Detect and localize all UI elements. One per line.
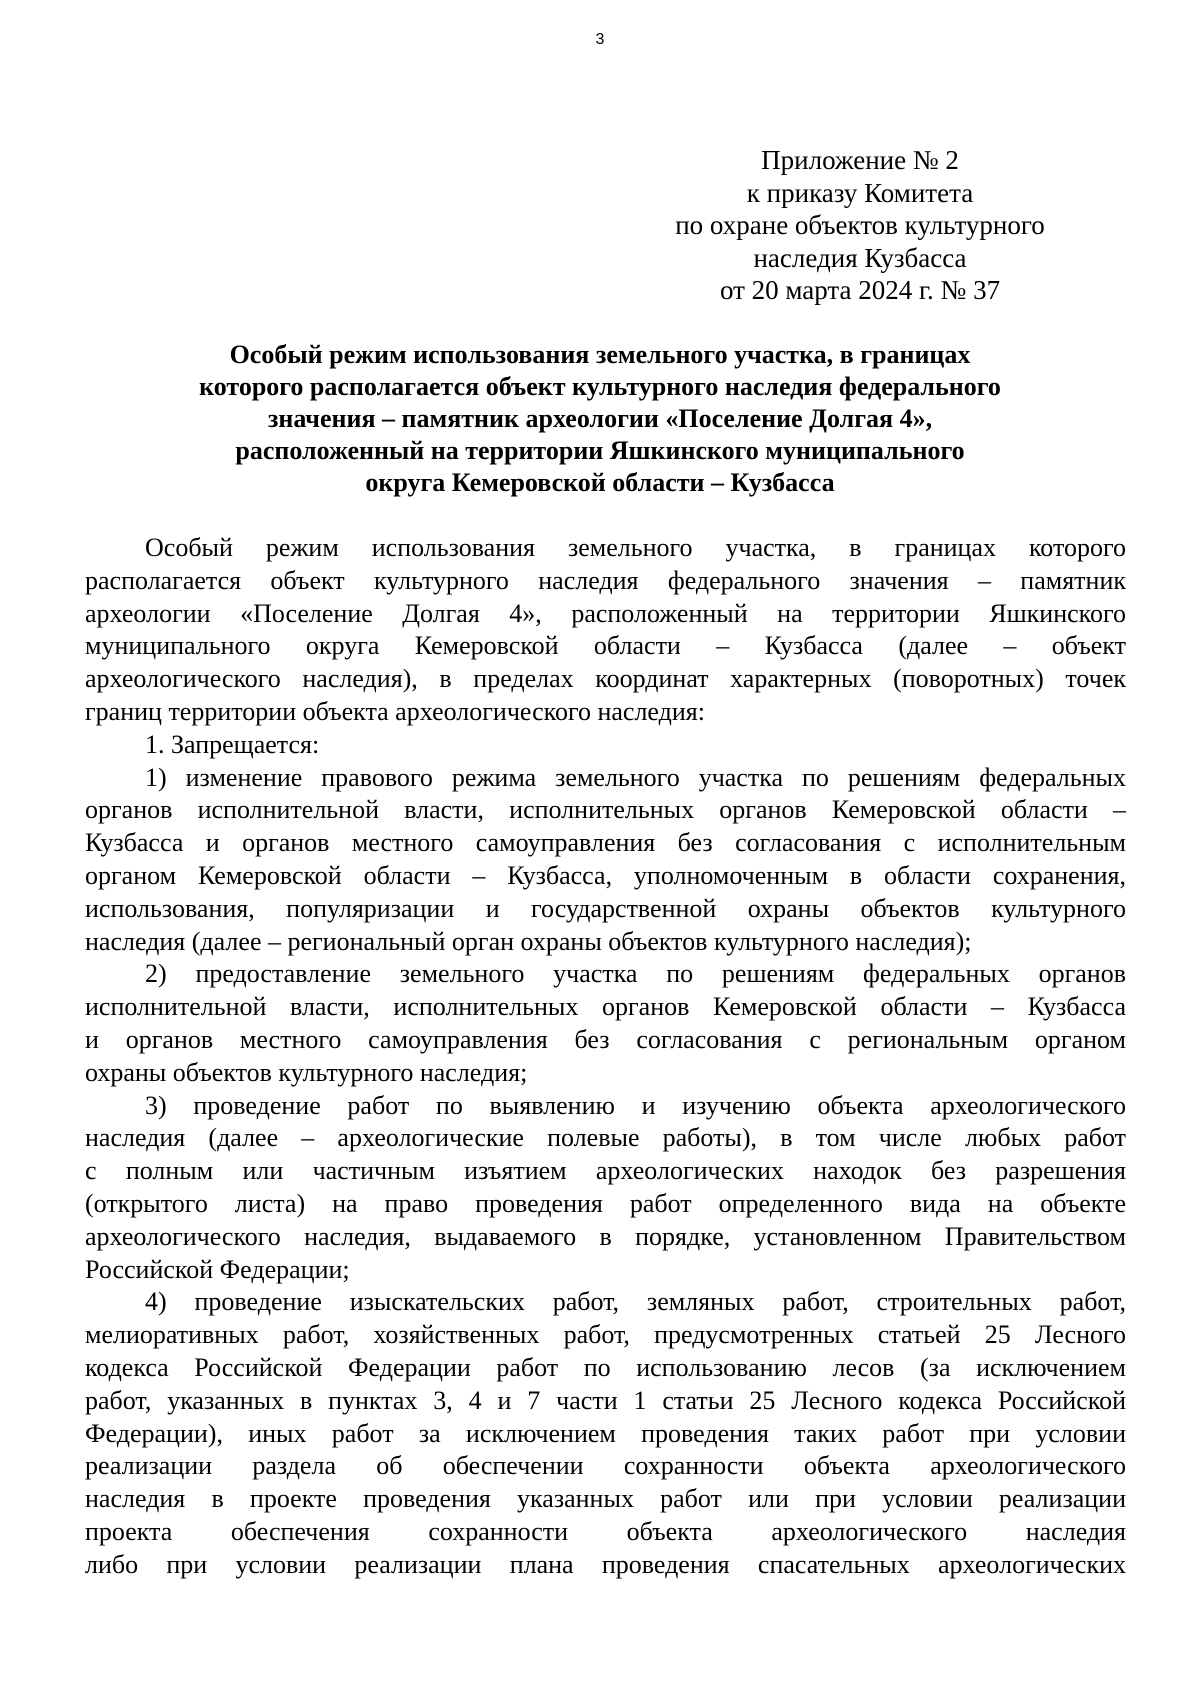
intro-line: Особый режим использования земельного участка, в границах которого bbox=[145, 533, 1126, 562]
intro-line: археологического наследия), в пределах координат характерных (поворотных) точек bbox=[85, 664, 1126, 694]
item-4-line: кодекса Российской Федерации работ по использованию лесов (за исключением bbox=[85, 1352, 1126, 1382]
title-line: Особый режим использования земельного участка, в границах bbox=[229, 340, 971, 369]
item-2-line: исполнительной власти, исполнительных органов Кемеровской области – Кузбасса bbox=[85, 992, 1126, 1022]
item-1-line: наследия (далее – региональный орган охраны объектов культурного наследия); bbox=[85, 926, 972, 956]
item-3-line: (открытого листа) на право проведения работ определенного вида на объекте bbox=[85, 1188, 1126, 1218]
item-1-line: использования, популяризации и государственной охраны объектов культурного bbox=[85, 893, 1126, 923]
item-1-line: Кузбасса и органов местного самоуправления без согласования с исполнительным bbox=[85, 828, 1126, 858]
document-body bbox=[85, 532, 1126, 1582]
item-1-line: органов исполнительной власти, исполнительных органов Кемеровской области – bbox=[85, 795, 1126, 825]
item-4-line: мелиоративных работ, хозяйственных работ, предусмотренных статьей 25 Лесного bbox=[85, 1320, 1126, 1350]
section-heading: 1. Запрещается: bbox=[145, 729, 320, 759]
appendix-header bbox=[640, 144, 1080, 307]
item-2-line: и органов местного самоуправления без согласования с региональным органом bbox=[85, 1024, 1126, 1054]
item-4-line: 4) проведение изыскательских работ, земляных работ, строительных работ, bbox=[145, 1287, 1126, 1317]
page-number: 3 bbox=[595, 31, 605, 48]
item-3-line: с полным или частичным изъятием археологических находок без разрешения bbox=[85, 1156, 1126, 1186]
document-title bbox=[120, 339, 1080, 499]
title-line: округа Кемеровской области – Кузбасса bbox=[365, 468, 835, 497]
item-4-line: работ, указанных в пунктах 3, 4 и 7 части 1 статьи 25 Лесного кодекса Российской bbox=[85, 1385, 1126, 1415]
title-line: расположенный на территории Яшкинского муниципального bbox=[235, 436, 965, 465]
intro-line: археологии «Поселение Долгая 4», расположенный на территории Яшкинского bbox=[85, 598, 1126, 628]
item-3-line: 3) проведение работ по выявлению и изучению объекта археологического bbox=[145, 1090, 1126, 1120]
item-4-line: наследия в проекте проведения указанных работ или при условии реализации bbox=[85, 1484, 1126, 1514]
appendix-line: к приказу Комитета bbox=[746, 177, 974, 208]
item-1-line: 1) изменение правового режима земельного участка по решениям федеральных bbox=[145, 762, 1126, 792]
title-line: которого располагается объект культурного наследия федерального bbox=[199, 372, 1001, 401]
intro-line: располагается объект культурного наследия федерального значения – памятник bbox=[85, 565, 1126, 595]
item-4-line: проекта обеспечения сохранности объекта археологического наследия bbox=[85, 1516, 1126, 1546]
title-line: значения – памятник археологии «Поселение Долгая 4», bbox=[267, 404, 933, 433]
item-2-line: охраны объектов культурного наследия; bbox=[85, 1057, 528, 1087]
appendix-line: Приложение № 2 bbox=[761, 145, 959, 175]
appendix-line: по охране объектов культурного bbox=[675, 210, 1045, 240]
item-2-line: 2) предоставление земельного участка по решениям федеральных органов bbox=[145, 959, 1126, 989]
item-3-line: Российской Федерации; bbox=[85, 1254, 350, 1284]
appendix-line: наследия Кузбасса bbox=[753, 242, 967, 273]
intro-line: границ территории объекта археологического наследия: bbox=[85, 696, 705, 726]
item-1-line: органом Кемеровской области – Кузбасса, уполномоченным в области сохранения, bbox=[85, 860, 1126, 890]
item-4-line: Федерации), иных работ за исключением проведения таких работ при условии bbox=[85, 1418, 1126, 1448]
item-3-line: наследия (далее – археологические полевые работы), в том числе любых работ bbox=[85, 1123, 1126, 1153]
item-4-line: реализации раздела об обеспечении сохранности объекта археологического bbox=[85, 1451, 1126, 1481]
item-4-line: либо при условии реализации плана проведения спасательных археологических bbox=[85, 1549, 1126, 1579]
appendix-line: от 20 марта 2024 г. № 37 bbox=[719, 275, 1001, 305]
item-3-line: археологического наследия, выдаваемого в порядке, установленном Правительством bbox=[85, 1221, 1126, 1251]
intro-line: муниципального округа Кемеровской области – Кузбасса (далее – объект bbox=[85, 631, 1126, 661]
